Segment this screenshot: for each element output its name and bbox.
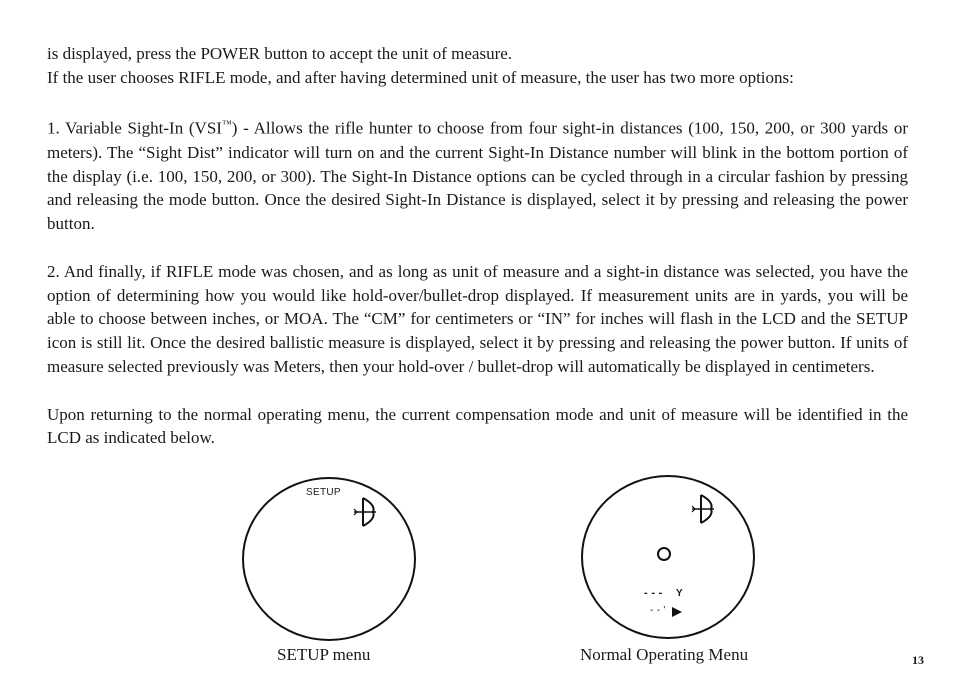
drop-dashes: - - ': [650, 605, 666, 616]
vsi-text-start: 1. Variable Sight-In (VSI: [47, 119, 222, 139]
unit-dashes: - - -: [644, 587, 663, 599]
normal-menu-caption: Normal Operating Menu: [580, 645, 749, 664]
unit-letter: Y: [676, 588, 683, 599]
triangle-arrow-icon: [671, 606, 683, 618]
bow-icon: [690, 494, 716, 524]
setup-lcd-display: [242, 477, 416, 641]
trademark-symbol: ™: [221, 119, 232, 131]
paragraph-intro-line2: If the user chooses RIFLE mode, and after having determined unit of measure, the user has two more options:: [47, 67, 794, 87]
page-number: 13: [912, 653, 924, 667]
circle-target-icon: [656, 546, 672, 562]
paragraph-ballistic: 2. And finally, if RIFLE mode was chosen, and as long as unit of measure and a sight-in distance was selected, you have the option of determining how you would like hold-over/bullet-drop displayed. If measurement units are in yards, you will be able to choose between inches, or MOA. The “CM” for centimeters or “IN” for inches will flash in the LCD and the SETUP icon is still lit. Once the desired ballistic measure is displayed, select it by pressing and releasing the power button. If units of measure selected previously was Meters, then your hold-over / bullet-drop will automatically be displayed in centimeters.: [47, 261, 908, 377]
paragraph-normal-menu: Upon returning to the normal operating menu, the current compensation mode and unit of measure will be identified in the LCD as indicated below.: [47, 404, 908, 448]
paragraph-intro-line1: is displayed, press the POWER button to accept the unit of measure.: [47, 44, 513, 63]
paragraph-vsi: [47, 113, 908, 236]
normal-lcd-display: [581, 475, 755, 639]
body-text: [47, 42, 908, 450]
bow-icon: [352, 497, 378, 527]
setup-menu-caption: SETUP menu: [277, 645, 371, 664]
setup-lcd-text: SETUP: [306, 487, 341, 498]
vsi-text-rest: ) - Allows the rifle hunter to choose from four sight-in distances (100, 150, 200, or 300 yards or meters). The “Sight Dist” indicator will turn on and the current Sight-In Distance number will blink in the bottom portion of the display (i.e. 100, 150, 200, or 300). The Sight-In Distance options can be cycled through in a circular fashion by pressing and releasing the mode button. Once the desired Sight-In Distance is displayed, select it by pressing and releasing the power button.: [47, 119, 908, 234]
